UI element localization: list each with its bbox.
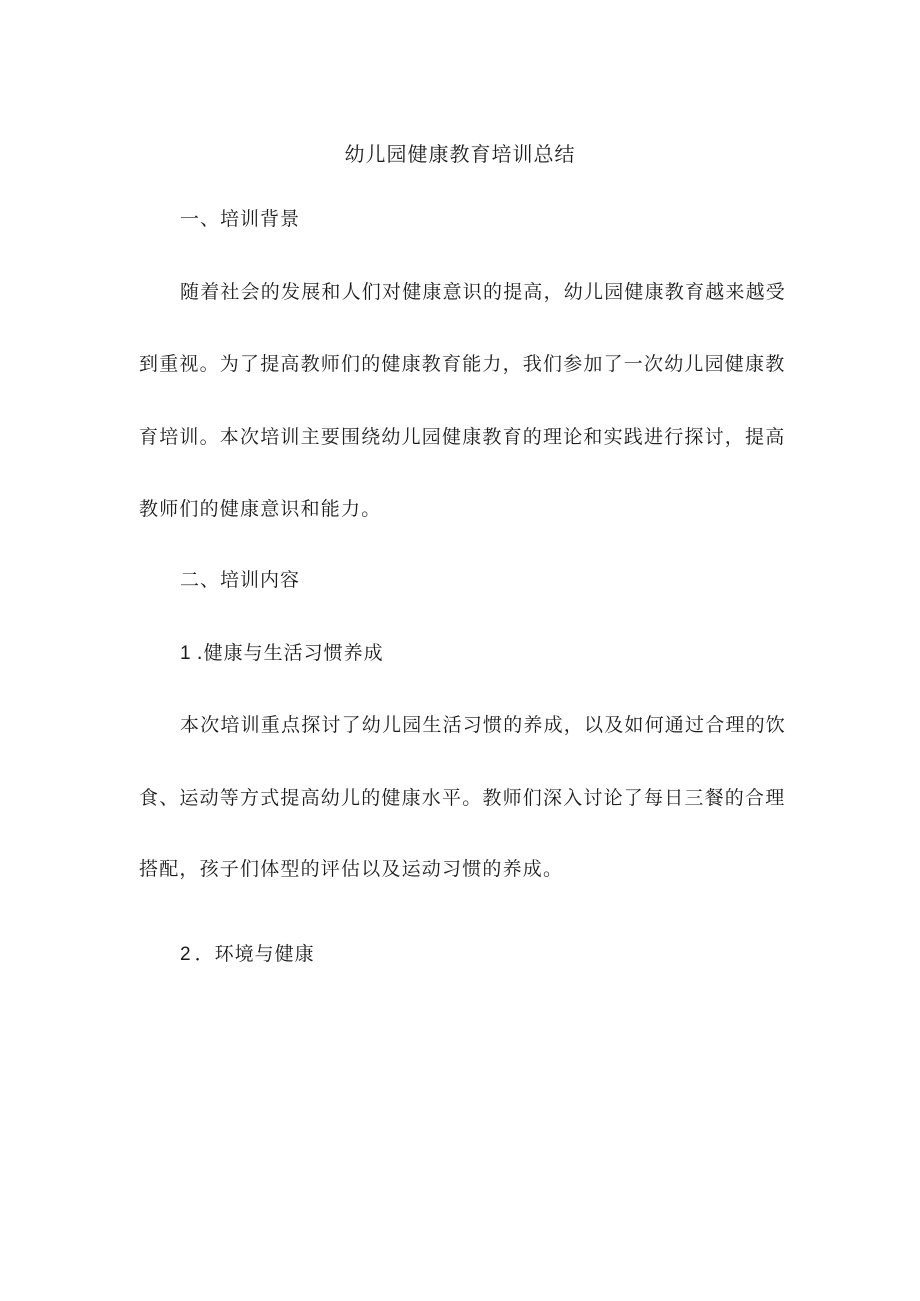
paragraph-line: 育培训。本次培训主要围绕幼儿园健康教育的理论和实践进行探讨，提高 <box>139 426 786 448</box>
paragraph-line: 教师们的健康意识和能力。 <box>139 498 382 520</box>
document-title: 幼儿园健康教育培训总结 <box>344 142 576 166</box>
paragraph-line: 食、运动等方式提高幼儿的健康水平。教师们深入讨论了每日三餐的合理 <box>139 787 786 809</box>
subheading-label: .健康与生活习惯养成 <box>196 642 384 664</box>
section-heading-content: 二、培训内容 <box>180 569 301 591</box>
paragraph-line: 本次培训重点探讨了幼儿园生活习惯的养成，以及如何通过合理的饮 <box>180 714 787 736</box>
subheading-habits <box>180 639 384 668</box>
paragraph-line: 随着社会的发展和人们对健康意识的提高，幼儿园健康教育越来越受 <box>180 281 787 303</box>
subheading-number: 2 <box>180 944 191 965</box>
subheading-environment <box>180 940 315 969</box>
paragraph-line: 搭配，孩子们体型的评估以及运动习惯的养成。 <box>139 858 564 880</box>
subheading-label: ．环境与健康 <box>194 943 315 965</box>
subheading-number: 1 <box>180 643 191 664</box>
section-heading-background: 一、培训背景 <box>180 208 301 230</box>
paragraph-line: 到重视。为了提高教师们的健康教育能力，我们参加了一次幼儿园健康教 <box>139 353 786 375</box>
